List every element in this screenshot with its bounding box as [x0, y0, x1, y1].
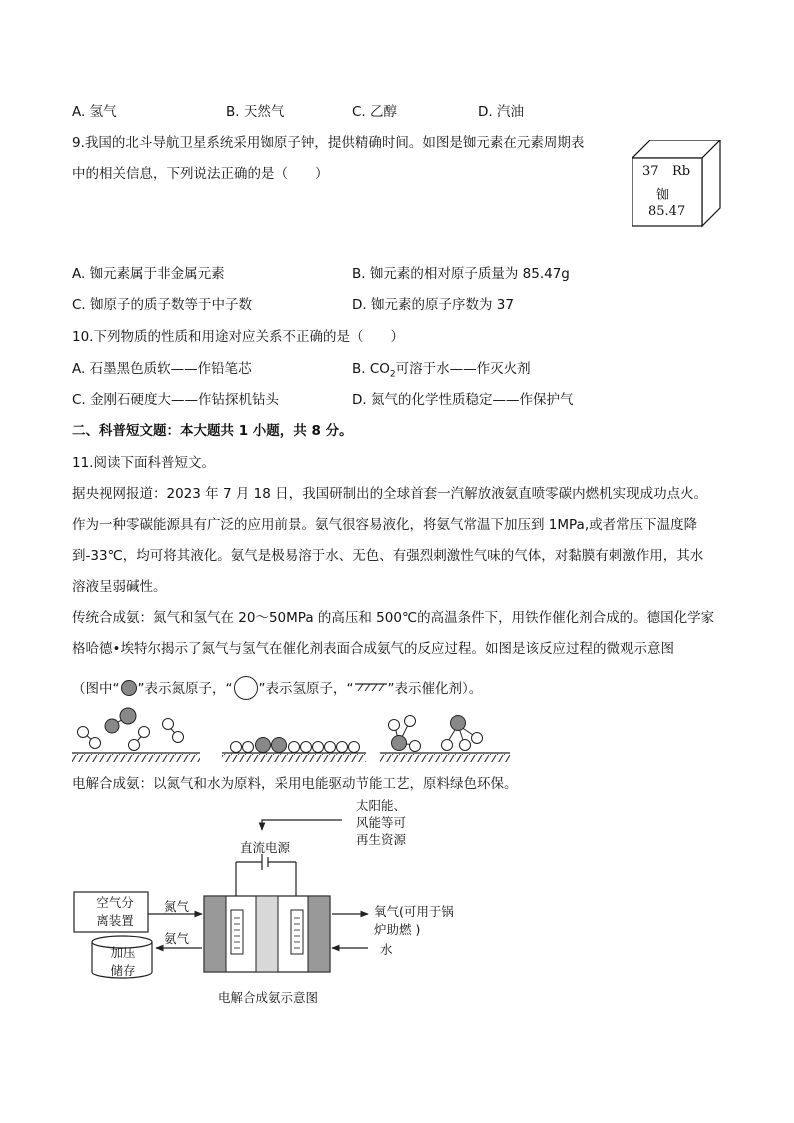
q9-option-a: A. 铷元素属于非金属元素	[72, 266, 225, 282]
legend-prefix: （图中“	[72, 681, 120, 697]
q11-paragraph1-line1: 据央视网报道：2023 年 7 月 18 日，我国研制出的全球首套一汽解放液氨直喷零碳内燃机实现成功点火。	[72, 486, 708, 502]
q9-stem-line2: 中的相关信息，下列说法正确的是（ ）	[72, 166, 329, 182]
reaction-process-diagram	[70, 705, 550, 767]
q10-option-b	[352, 359, 531, 385]
air-separation-label	[88, 894, 142, 930]
q11-paragraph2-line2: 格哈德•埃特尔揭示了氮气与氢气在催化剂表面合成氨气的反应过程。如图是该反应过程的微观示意图	[72, 641, 674, 657]
oxygen-line2: 炉助燃 )	[374, 922, 421, 937]
catalyst-surface-stage2	[222, 753, 366, 762]
q8-option-a: A. 氢气	[72, 104, 117, 120]
q10-option-a: A. 石墨黑色质软——作铅笔芯	[72, 361, 252, 377]
q10-option-d: D. 氮气的化学性质稳定——作保护气	[352, 392, 574, 408]
dc-power-label: 直流电源	[240, 840, 291, 855]
oxygen-line1: 氧气(可用于锅	[374, 904, 454, 919]
section-heading: 二、科普短文题：本大题共 1 小题，共 8 分。	[72, 423, 353, 439]
q10-option-b-subscript: 2	[389, 369, 396, 380]
q9-stem-line1: 9.我国的北斗导航卫星系统采用铷原子钟，提供精确时间。如图是铷元素在元素周期表	[72, 135, 585, 151]
legend-hydrogen-text: ”表示氢原子，“	[258, 681, 354, 697]
electrolyzer-cell	[204, 896, 330, 972]
element-cell-rubidium	[632, 140, 722, 230]
q11-stem: 11.阅读下面科普短文。	[72, 455, 215, 471]
q11-paragraph2-line1: 传统合成氨：氮气和氢气在 20～50MPa 的高压和 500℃的高温条件下，用铁作催化剂合成的。德国化学家	[72, 610, 715, 626]
q10-option-c: C. 金刚石硬度大——作钻探机钻头	[72, 392, 280, 408]
air-separation-line1: 空气分	[96, 895, 134, 910]
renewable-energy-line2: 风能等可	[356, 815, 407, 830]
q9-option-d: D. 铷元素的原子序数为 37	[352, 297, 514, 313]
storage-line2: 储存	[110, 963, 136, 978]
q9-option-c: C. 铷原子的质子数等于中子数	[72, 297, 253, 313]
q8-option-b: B. 天然气	[226, 104, 285, 120]
catalyst-surface-icon	[354, 681, 388, 693]
stage1-molecules	[78, 708, 184, 751]
element-mass: 85.47	[648, 204, 686, 219]
electrolysis-caption: 电解合成氨示意图	[218, 990, 319, 1005]
renewable-input-arrow	[262, 820, 342, 830]
water-label: 水	[380, 942, 393, 957]
q10-stem: 10.下列物质的性质和用途对应关系不正确的是（ ）	[72, 329, 404, 345]
renewable-energy-label	[356, 797, 406, 848]
stage3-ammonia-molecules	[389, 716, 483, 752]
stage2-adsorbed-atoms	[231, 738, 360, 753]
q11-paragraph1-line3: 到-33℃，均可将其液化。氨气是极易溶于水、无色、有强烈刺激性气味的气体，对黏膜有刺激作用，其水	[72, 548, 704, 564]
q11-paragraph1-line4: 溶液呈弱碱性。	[72, 579, 167, 595]
q8-option-c: C. 乙醇	[352, 104, 398, 120]
q9-option-b: B. 铷元素的相对原子质量为 85.47g	[352, 266, 570, 282]
q8-option-d: D. 汽油	[478, 104, 524, 120]
renewable-energy-line3: 再生资源	[356, 832, 407, 847]
legend-catalyst-text: ”表示催化剂）。	[387, 681, 483, 697]
storage-line1: 加压	[110, 945, 136, 960]
element-name: 铷	[656, 188, 670, 203]
catalyst-surface-stage1	[72, 753, 200, 762]
nitrogen-label: 氮气	[164, 899, 190, 914]
legend-nitrogen-text: ”表示氮原子，“	[137, 681, 233, 697]
element-symbol: Rb	[672, 164, 691, 179]
q11-paragraph1-line2: 作为一种零碳能源具有广泛的应用前景。氨气很容易液化，将氨气常温下加压到 1MPa,或者常压下温度降	[72, 517, 698, 533]
renewable-energy-line1: 太阳能、	[356, 798, 407, 813]
q11-paragraph3: 电解合成氨：以氮气和水为原料，采用电能驱动节能工艺，原料绿色环保。	[72, 776, 518, 792]
hydrogen-atom-icon	[233, 675, 259, 701]
q10-option-b-prefix: B. CO	[352, 361, 390, 377]
air-separation-line2: 离装置	[96, 913, 134, 928]
catalyst-surface-stage3	[380, 753, 510, 762]
oxygen-label	[374, 903, 454, 939]
element-atomic-number: 37	[642, 164, 659, 179]
ammonia-label: 氨气	[164, 931, 190, 946]
q11-legend-line	[72, 675, 482, 701]
nitrogen-atom-icon	[120, 679, 138, 697]
q10-option-b-text: 可溶于水——作灭火剂	[395, 361, 531, 377]
storage-label	[106, 944, 140, 980]
